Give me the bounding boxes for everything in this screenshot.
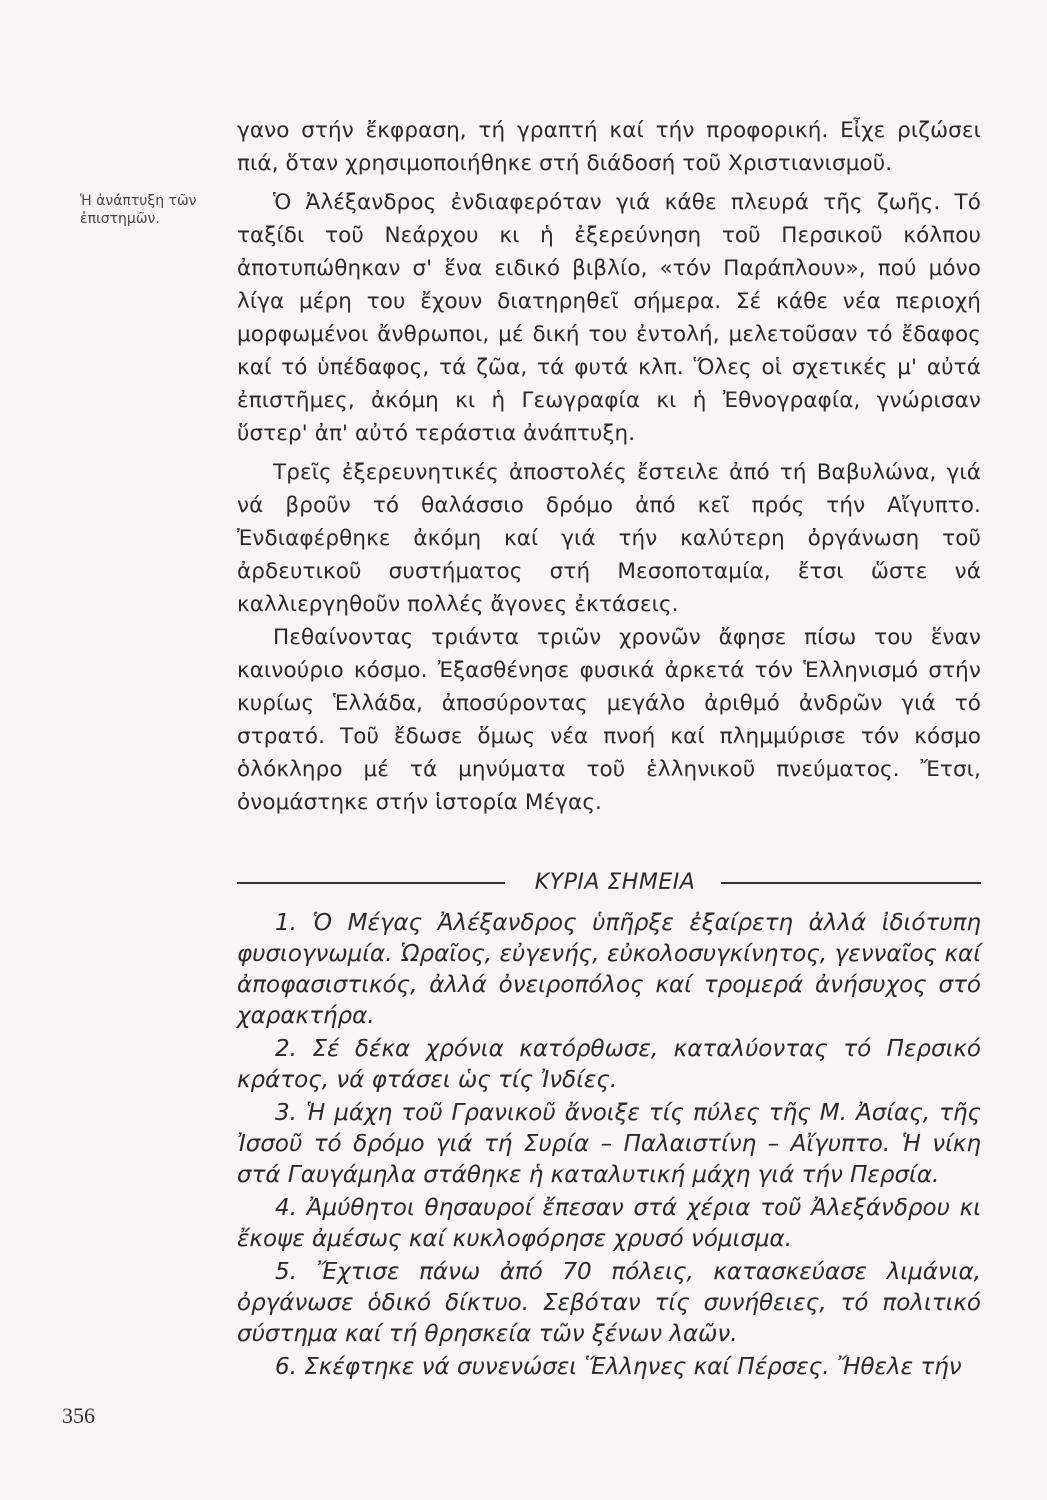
paragraph-4: Πεθαίνοντας τριάντα τριῶν χρονῶν ἄφησε πίσω του ἕναν καινούριο κόσμο. Ἐξασθένησε φυσικά ἀρκετά τόν Ἑλληνισμό στήν κυρίως Ἑλλάδα, ἀποσύροντας μεγάλο ἀριθμό ἀνδρῶν γιά τό στρατό. Τοῦ ἔδωσε ὅμως νέα πνοή καί πλημμύρισε τόν κόσμο ὁλόκληρο μέ τά μηνύματα τοῦ ἑλληνικοῦ πνεύματος. Ἔτσι, ὀνομάστηκε στήν ἱστορία Μέγας. [237, 625, 981, 815]
section-heading [237, 870, 981, 904]
key-point: 6. Σκέφτηκε νά συνενώσει Ἕλληνες καί Πέρσες. Ἤθελε τήν [275, 1354, 962, 1380]
heading-rule-left [237, 882, 505, 884]
heading-rule-right [721, 882, 981, 884]
paragraph-3: Τρεῖς ἐξερευνητικές ἀποστολές ἔστειλε ἀπό τή Βαβυλώνα, γιά νά βροῦν τό θαλάσσιο δρόμο ἀπό κεῖ πρός τήν Αἴγυπτο. Ἐνδιαφέρθηκε ἀκόμη καί γιά τήν καλύτερη ὀργάνωση τοῦ ἀρδευτικοῦ συστήματος στή Μεσοποταμία, ἔτσι ὥστε νά καλλιεργηθοῦν πολλές ἄγονες ἐκτάσεις. [237, 460, 981, 617]
page-number: 356 [62, 1403, 95, 1428]
key-point: 5. Ἔχτισε πάνω ἀπό 70 πόλεις, κατασκεύασε λιμάνια, ὀργάνωσε ὁδικό δίκτυο. Σεβόταν τίς συνήθειες, τό πολιτικό σύστημα καί τή θρησκεία τῶν ξένων λαῶν. [237, 1259, 981, 1347]
key-point: 2. Σέ δέκα χρόνια κατόρθωσε, καταλύοντας τό Περσικό κράτος, νά φτάσει ὡς τίς Ἰνδίες. [237, 1036, 981, 1093]
paragraph-1: γανο στήν ἔκφραση, τή γραπτή καί τήν προφορική. Εἶχε ριζώσει πιά, ὅταν χρησιμοποιήθηκε στή διάδοσή τοῦ Χριστιανισμοῦ. [237, 118, 981, 176]
paragraph-2: Ὁ Ἀλέξανδρος ἐνδιαφερόταν γιά κάθε πλευρά τῆς ζωῆς. Τό ταξίδι τοῦ Νεάρχου κι ἡ ἐξερεύνηση τοῦ Περσικοῦ κόλπου ἀποτυπώθηκαν σ' ἕνα ειδικό βιβλίο, «τόν Παράπλουν», πού μόνο λίγα μέρη του ἔχουν διατηρηθεῖ σήμερα. Σέ κάθε νέα περιοχή μορφωμένοι ἄνθρωποι, μέ δική του ἐντολή, μελετοῦσαν τό ἔδαφος καί τό ὑπέδαφος, τά ζῶα, τά φυτά κλπ. Ὅλες οἱ σχετικές μ' αὐτά ἐπιστῆμες, ἀκόμη κι ἡ Γεωγραφία κι ἡ Ἐθνογραφία, γνώρισαν ὕστερ' ἀπ' αὐτό τεράστια ἀνάπτυξη. [237, 190, 981, 446]
key-point: 1. Ὁ Μέγας Ἀλέξανδρος ὑπῆρξε ἐξαίρετη ἀλλά ἰδιότυπη φυσιογνωμία. Ὡραῖος, εὐγενής, εὐκολοσυγκίνητος, γενναῖος καί ἀποφασιστικός, ἀλλά ὀνειροπόλος καί τρομερά ἀνήσυχος στό χαρακτήρα. [237, 910, 981, 1029]
key-point: 3. Ἡ μάχη τοῦ Γρανικοῦ ἄνοιξε τίς πύλες τῆς Μ. Ἀσίας, τῆς Ἰσσοῦ τό δρόμο γιά τή Συρία – Παλαιστίνη – Αἴγυπτο. Ἡ νίκη στά Γαυγάμηλα στάθηκε ἡ καταλυτική μάχη γιά τήν Περσία. [237, 1100, 981, 1188]
margin-note: Ἡ ἀνάπτυξη τῶν ἐπιστημῶν. [80, 193, 197, 227]
body-text [237, 114, 981, 819]
section-title: ΚΥΡΙΑ ΣΗΜΕΙΑ [534, 870, 696, 895]
key-point: 4. Ἀμύθητοι θησαυροί ἔπεσαν στά χέρια τοῦ Ἀλεξάνδρου κι ἔκοψε ἀμέσως καί κυκλοφόρησε χρυσό νόμισμα. [237, 1195, 981, 1252]
key-points-list [237, 908, 981, 1385]
